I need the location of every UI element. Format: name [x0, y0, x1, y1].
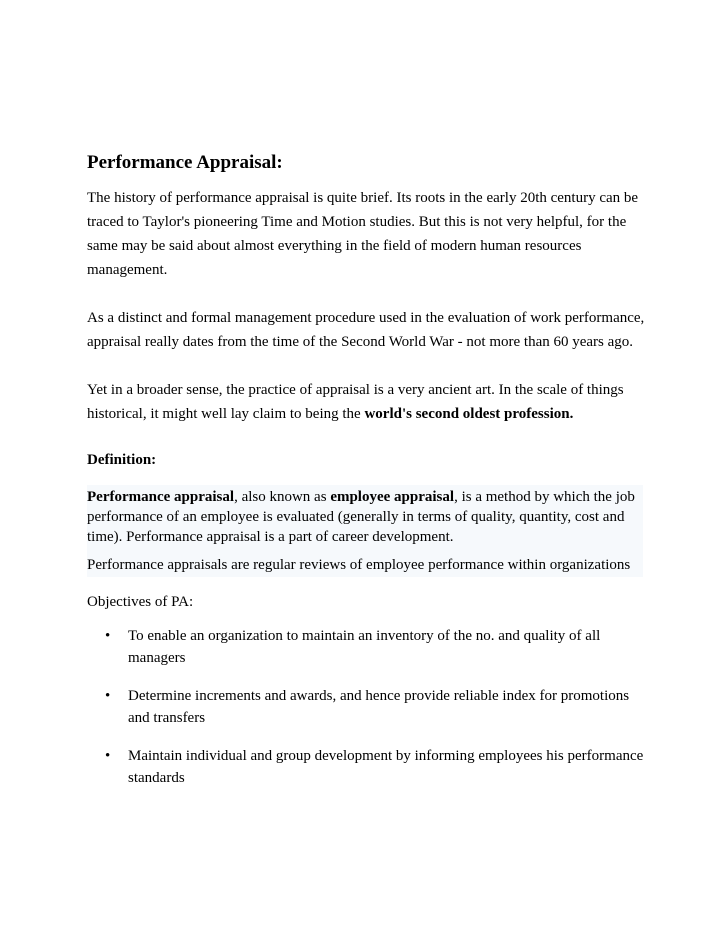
bullet-icon: • [105, 748, 111, 764]
definition-summary: Performance appraisals are regular reviews of employee performance within organizations [87, 557, 631, 573]
definition-box [87, 485, 643, 577]
list-item [87, 625, 647, 669]
document-page [87, 152, 647, 805]
term-employee-appraisal: employee appraisal [330, 489, 455, 505]
bullet-icon: • [105, 628, 111, 644]
oldest-profession-emphasis: world's second oldest profession. [364, 406, 574, 422]
history-paragraph: The history of performance appraisal is quite brief. Its roots in the early 20th century can be traced to Taylor's pioneering Time and Motion studies. But this is not very helpful, for the same may be said about almost everything in the field of modern human resources management. [87, 190, 639, 278]
objective-text: To enable an organization to maintain an inventory of the no. and quality of all managers [128, 628, 601, 666]
definition-heading: Definition: [87, 452, 157, 468]
formal-procedure-paragraph: As a distinct and formal management procedure used in the evaluation of work performance, appraisal really dates from the time of the Second World War - not more than 60 years ago. [87, 310, 645, 350]
definition-text-2: , is a method by which the job performance of an employee is evaluated (generally in terms of quality, quantity, cost and time). Performance appraisal is a part of career development. [87, 489, 635, 545]
definition-text-1: , also known as [234, 489, 331, 505]
definition-paragraph [87, 485, 643, 555]
objectives-heading: Objectives of PA: [87, 594, 194, 610]
objective-text: Determine increments and awards, and hence provide reliable index for promotions and transfers [128, 688, 630, 726]
page-title: Performance Appraisal: [87, 152, 283, 173]
objective-text: Maintain individual and group development by informing employees his performance standards [128, 748, 644, 786]
ancient-art-paragraph [87, 378, 647, 426]
term-performance-appraisal: Performance appraisal [87, 489, 235, 505]
bullet-icon: • [105, 688, 111, 704]
list-item [87, 685, 647, 729]
list-item [87, 745, 647, 789]
objectives-list [87, 625, 647, 789]
ancient-art-text: Yet in a broader sense, the practice of appraisal is a very ancient art. In the scale of things historical, it might well lay claim to being the [87, 382, 624, 422]
